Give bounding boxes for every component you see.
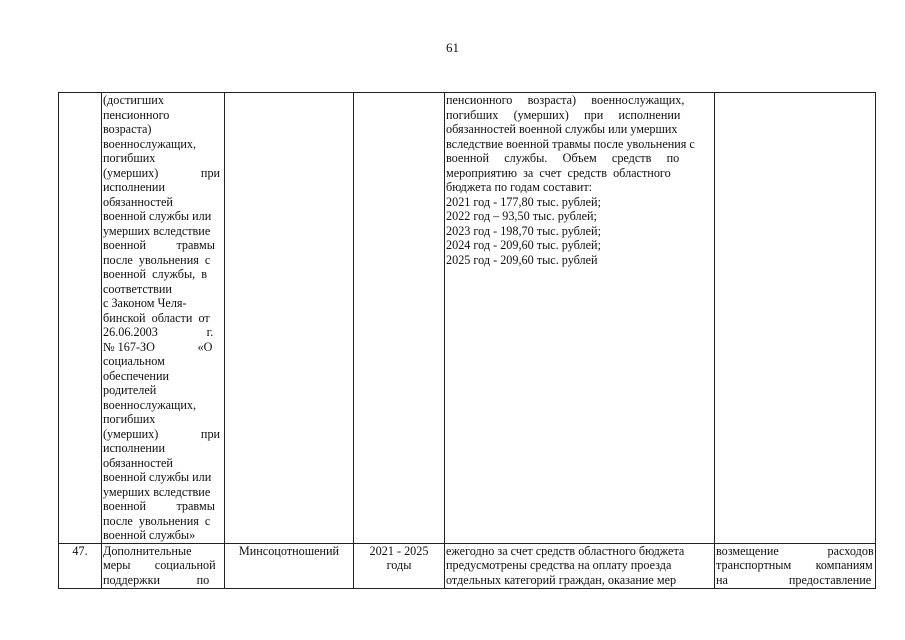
text-line: пенсионного возраста) военнослужащих,: [446, 93, 685, 107]
text-line: обязанностей военной службы или умерших: [446, 122, 678, 136]
text-line: военной службы, в: [103, 267, 208, 281]
text-line: обеспечении: [103, 368, 169, 383]
text-line: с Законом Челя-: [103, 296, 187, 310]
text-line: обязанностей: [103, 194, 173, 209]
text-line: умерших вследствие: [103, 223, 211, 238]
text-line: социальном: [103, 354, 165, 368]
text-line: военной службы или: [103, 470, 212, 484]
text-line: погибших: [103, 412, 156, 426]
cell-measure-name: [102, 543, 225, 588]
text-line: предусмотрены средства на оплату проезда: [446, 558, 672, 572]
table-row-47: [59, 543, 876, 588]
text-line: бюджета по годам составит:: [446, 180, 593, 194]
text-line: (умерших) при: [103, 426, 221, 441]
text-line: военной травмы: [103, 499, 215, 513]
cell-number: [59, 93, 102, 544]
text-line: 2025 год - 209,60 тыс. рублей: [446, 252, 598, 267]
text-line: отдельных категорий граждан, оказание мер: [446, 572, 677, 587]
cell-description: [445, 543, 715, 588]
cell-executor: [225, 543, 354, 588]
text-line: возраста): [103, 122, 152, 136]
text-line: военнослужащих,: [103, 136, 197, 151]
text-line: транспортным компаниям: [716, 558, 873, 572]
text-line: 26.06.2003 г.: [103, 325, 214, 339]
text-line: военной травмы: [103, 238, 215, 252]
cell-description: [445, 93, 715, 544]
text-line: 2022 год – 93,50 тыс. рублей;: [446, 209, 597, 223]
text-line: погибших: [103, 151, 156, 165]
text-line: 2021 год - 177,80 тыс. рублей;: [446, 194, 601, 209]
text-line: поддержки по: [103, 572, 210, 587]
cell-measure-name: [102, 93, 225, 544]
text-line: (умерших) при: [103, 165, 221, 180]
text-line: на предоставление: [716, 572, 872, 587]
text-line: родителей: [103, 383, 157, 397]
text-line: соответствии: [103, 281, 172, 296]
page-number: 61: [446, 40, 459, 55]
cell-result: [715, 93, 876, 544]
text-line: обязанностей: [103, 455, 173, 470]
text-line: меры социальной: [103, 558, 216, 572]
text-line: возмещение расходов: [716, 543, 874, 558]
executor-text: Минсоцотношений: [238, 543, 340, 558]
cell-period: [354, 93, 445, 544]
text-line: военнослужащих,: [103, 397, 197, 412]
text-line: вследствие военной травмы после увольнения с: [446, 136, 695, 151]
cell-result: [715, 543, 876, 588]
measures-table: [58, 92, 876, 589]
period-line: годы: [386, 558, 412, 572]
text-line: 2023 год - 198,70 тыс. рублей;: [446, 223, 601, 238]
text-line: ежегодно за счет средств областного бюджета: [446, 543, 685, 558]
text-line: после увольнения с: [103, 252, 211, 267]
text-line: военной службы»: [103, 528, 196, 542]
row-number: 47.: [59, 543, 102, 588]
text-line: Дополнительные: [103, 543, 192, 558]
cell-executor: [225, 93, 354, 544]
text-line: военной службы или: [103, 209, 212, 223]
text-line: № 167-ЗО «О: [103, 339, 213, 354]
text-line: пенсионного: [103, 107, 170, 122]
text-line: погибших (умерших) при исполнении: [446, 107, 681, 122]
text-line: умерших вследствие: [103, 484, 211, 499]
text-line: (достигших: [103, 93, 164, 107]
text-line: после увольнения с: [103, 513, 211, 528]
text-line: 2024 год - 209,60 тыс. рублей;: [446, 238, 601, 252]
text-line: бинской области от: [103, 310, 210, 325]
text-line: исполнении: [103, 180, 165, 194]
cell-period: [354, 543, 445, 588]
text-line: военной службы. Объем средств по: [446, 151, 680, 165]
period-line: 2021 - 2025: [369, 543, 429, 558]
text-line: исполнении: [103, 441, 165, 455]
table-row-continued: [59, 93, 876, 544]
text-line: мероприятию за счет средств областного: [446, 165, 671, 180]
